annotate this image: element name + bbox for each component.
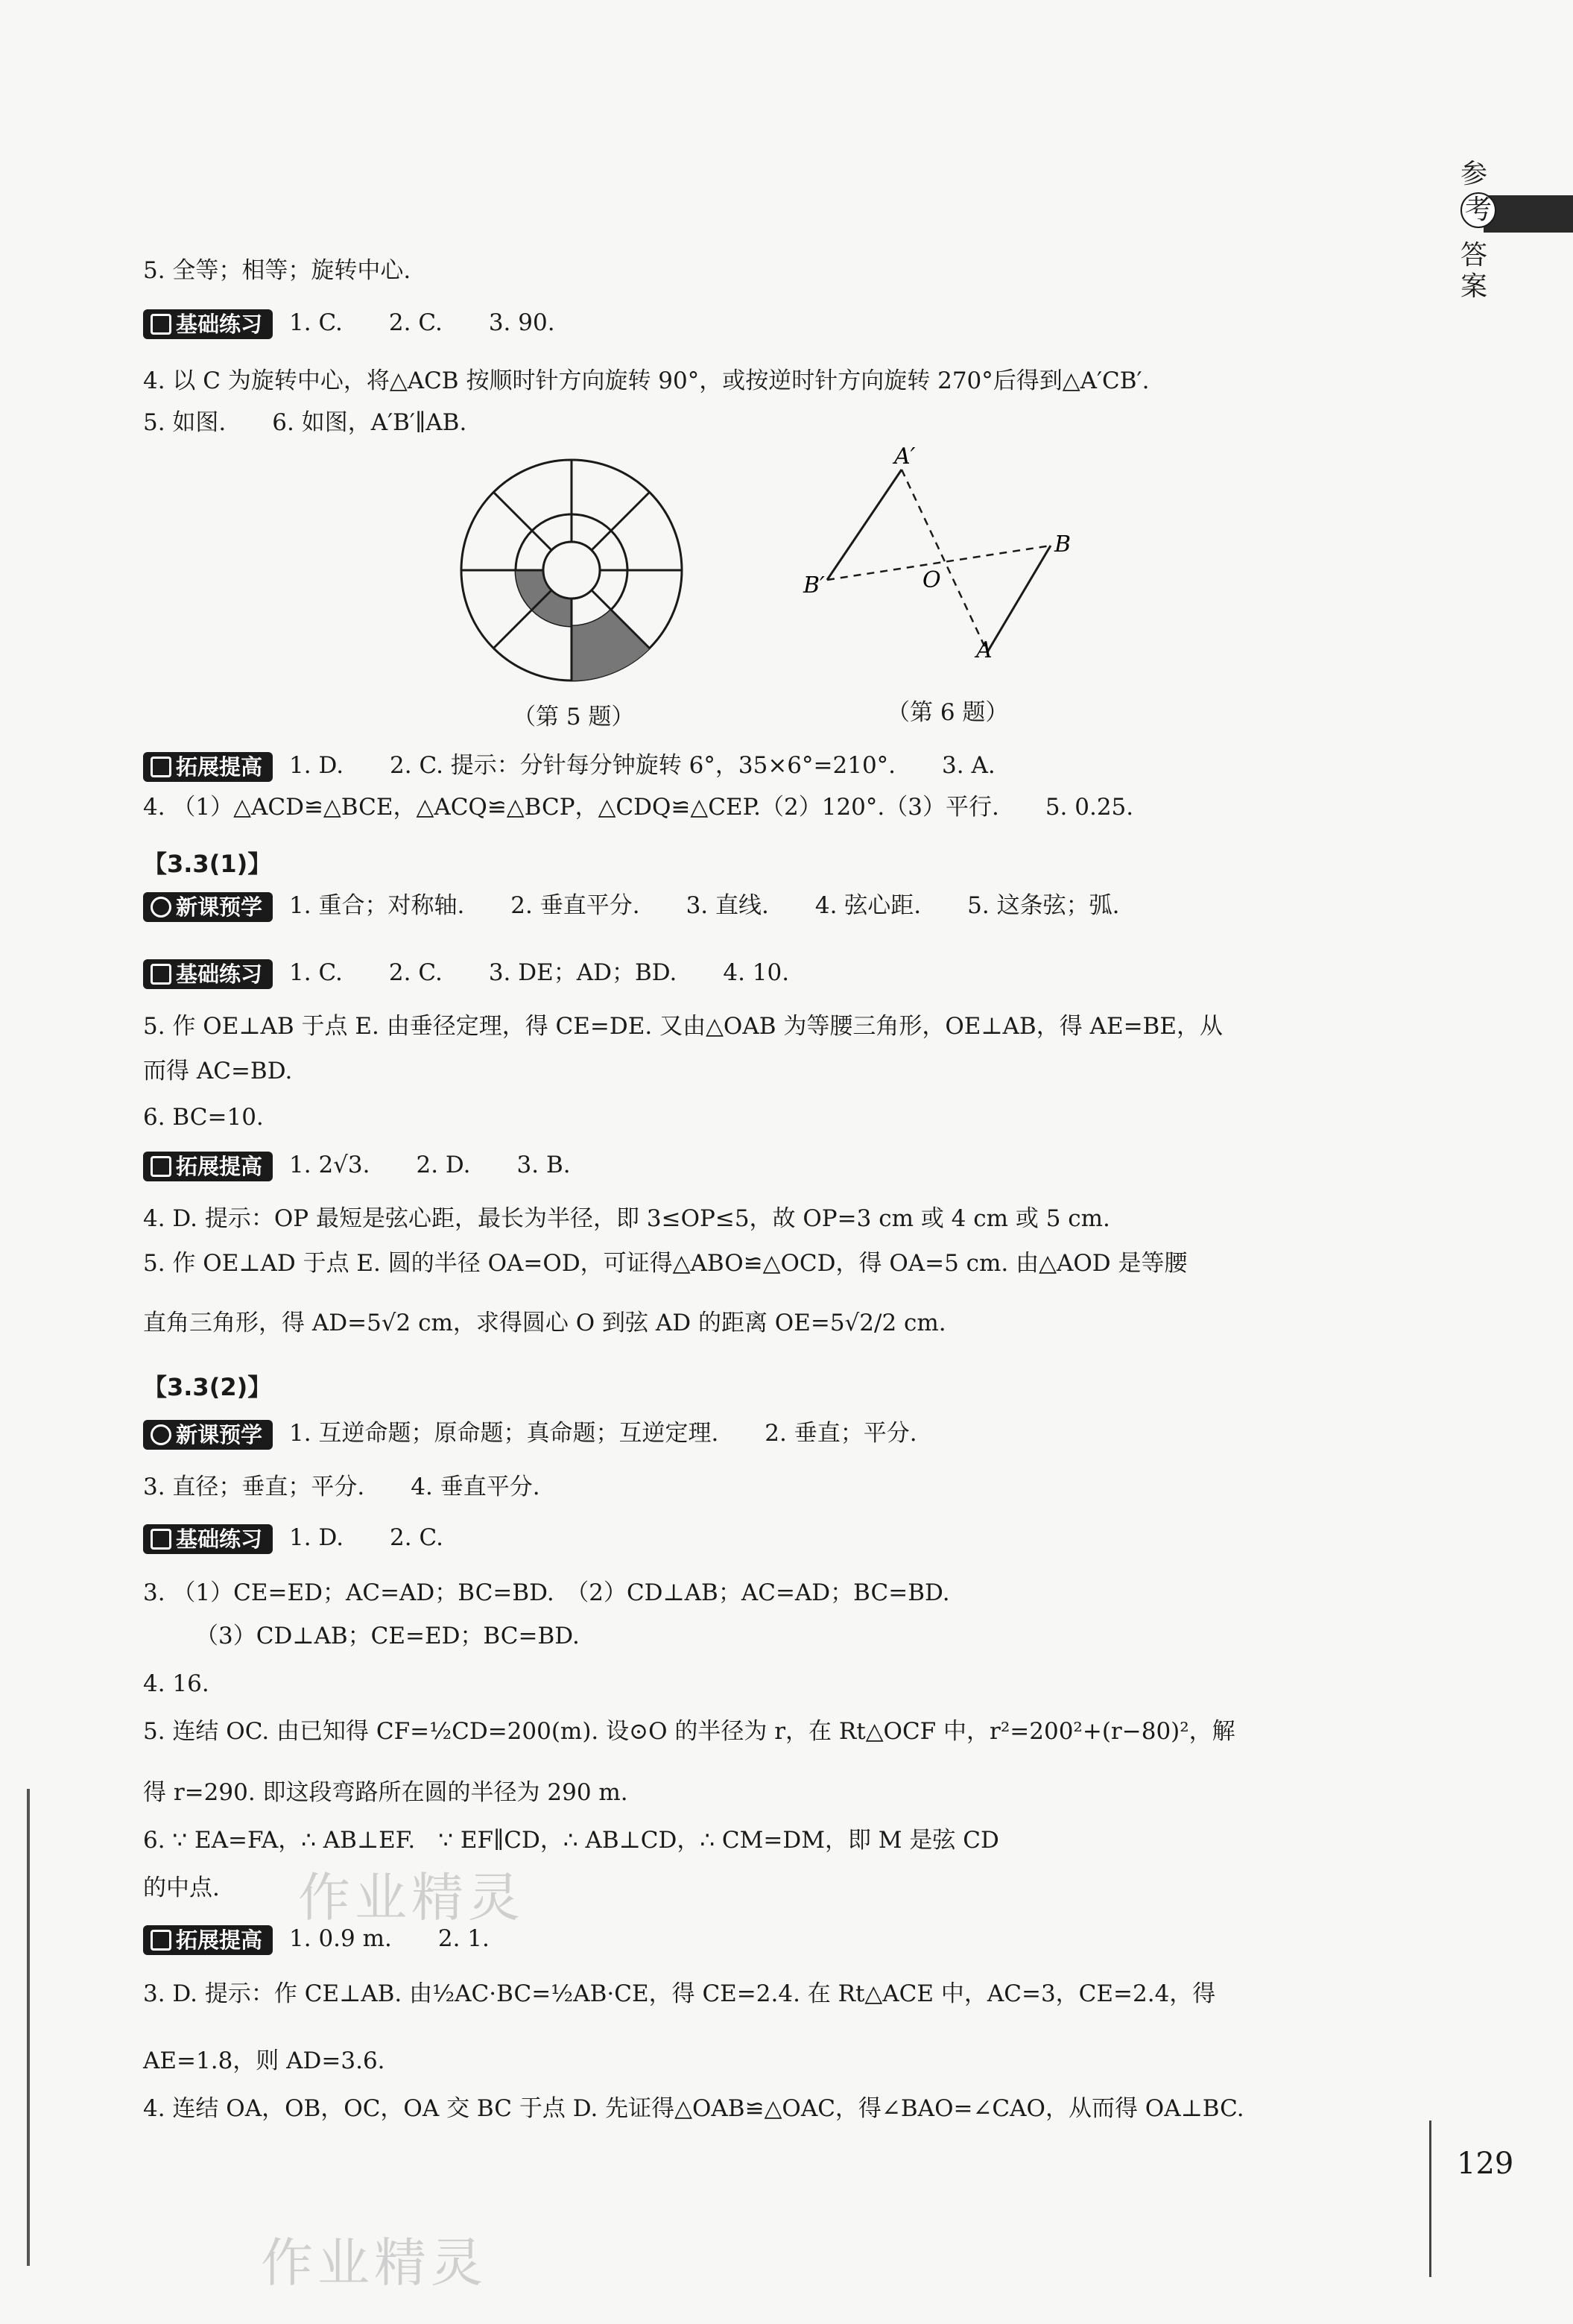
answer-line: 3. D. 提示：作 CE⊥AB. 由½AC·BC=½AB·CE，得 CE=2.4. 在 Rt△ACE 中，AC=3，CE=2.4，得 — [143, 1980, 1216, 2007]
book-icon — [151, 1930, 171, 1951]
answer-line: 4. （1）△ACD≌△BCE，△ACQ≌△BCP，△CDQ≌△CEP.（2）120°.（3）平行. 5. 0.25. — [143, 794, 1134, 821]
binding-edge — [27, 1789, 30, 2266]
answer-line: 直角三角形，得 AD=5√2 cm，求得圆心 O 到弦 AD 的距离 OE=5√2/2 cm. — [143, 1310, 946, 1336]
book-icon — [151, 1156, 171, 1177]
answer-line: 5. 全等；相等；旋转中心. — [143, 257, 411, 284]
book-icon — [151, 757, 171, 777]
answer-line: 5. 如图. 6. 如图，A′B′∥AB. — [143, 409, 467, 436]
side-char-4: 案 — [1460, 271, 1488, 302]
side-char-2: 考 — [1460, 192, 1496, 228]
answer-line: 新课预学 1. 互逆命题；原命题；真命题；互逆定理. 2. 垂直；平分. — [143, 1416, 917, 1450]
answer-line: AE=1.8，则 AD=3.6. — [143, 2047, 385, 2074]
book-icon — [151, 964, 171, 985]
answer-line: 4. D. 提示：OP 最短是弦心距，最长为半径，即 3≤OP≤5，故 OP=3 cm 或 4 cm 或 5 cm. — [143, 1205, 1110, 1232]
page-divider — [1429, 2121, 1431, 2277]
label-b: B — [1054, 531, 1072, 558]
preview-badge: 新课预学 — [143, 1420, 273, 1450]
clock-icon — [151, 1424, 171, 1445]
answer-line: 基础练习 1. D. 2. C. — [143, 1521, 443, 1555]
figure-5-caption: （第 5 题） — [513, 704, 635, 730]
answer-line: 6. BC=10. — [143, 1104, 264, 1131]
book-icon — [151, 314, 171, 335]
answer-line: 5. 连结 OC. 由已知得 CF=½CD=200(m). 设⊙O 的半径为 r，在 Rt△OCF 中，r²=200²+(r−80)²，解 — [143, 1718, 1235, 1745]
answer-line: 拓展提高 1. D. 2. C. 提示：分针每分钟旋转 6°，35×6°=210°. 3. A. — [143, 748, 996, 783]
label-a-prime: A′ — [894, 447, 916, 470]
section-heading: 【3.3(2)】 — [143, 1373, 272, 1401]
clock-icon — [151, 897, 171, 918]
answer-line: （3）CD⊥AB；CE=ED；BC=BD. — [195, 1623, 580, 1649]
answer-line: 5. 作 OE⊥AD 于点 E. 圆的半径 OA=OD，可证得△ABO≌△OCD，得 OA=5 cm. 由△AOD 是等腰 — [143, 1250, 1188, 1277]
answer-line: 新课预学 1. 重合；对称轴. 2. 垂直平分. 3. 直线. 4. 弦心距. 5. 这条弦；弧. — [143, 888, 1119, 923]
basic-practice-badge: 基础练习 — [143, 309, 273, 339]
extension-badge: 拓展提高 — [143, 1152, 273, 1181]
figure-5-wheel — [456, 455, 687, 686]
answer-line: 3. 直径；垂直；平分. 4. 垂直平分. — [143, 1474, 540, 1500]
answer-line: 拓展提高 1. 2√3. 2. D. 3. B. — [143, 1148, 571, 1182]
label-a: A — [976, 637, 993, 663]
watermark: 作业精灵 — [298, 1867, 525, 1928]
label-b-prime: B′ — [803, 572, 825, 599]
extension-badge: 拓展提高 — [143, 752, 273, 782]
answer-line: 得 r=290. 即这段弯路所在圆的半径为 290 m. — [143, 1779, 628, 1806]
answer-line: 3. （1）CE=ED；AC=AD；BC=BD. （2）CD⊥AB；AC=AD；BC=BD. — [143, 1579, 950, 1606]
answer-line: 基础练习 1. C. 2. C. 3. 90. — [143, 306, 555, 340]
answer-line: 5. 作 OE⊥AB 于点 E. 由垂径定理，得 CE=DE. 又由△OAB 为等腰三角形，OE⊥AB，得 AE=BE，从 — [143, 1013, 1223, 1040]
answer-line: 的中点. — [143, 1875, 220, 1901]
label-o: O — [922, 567, 941, 593]
side-char-3: 答 — [1460, 240, 1488, 271]
answer-line: 4. 连结 OA，OB，OC，OA 交 BC 于点 D. 先证得△OAB≌△OAC，得∠BAO=∠CAO，从而得 OA⊥BC. — [143, 2095, 1244, 2122]
answer-line: 基础练习 1. C. 2. C. 3. DE；AD；BD. 4. 10. — [143, 956, 789, 990]
book-icon — [151, 1529, 171, 1550]
figure-6-caption: （第 6 题） — [887, 699, 1009, 726]
side-char-1: 参 — [1460, 159, 1488, 189]
preview-badge: 新课预学 — [143, 892, 273, 922]
basic-practice-badge: 基础练习 — [143, 1524, 273, 1554]
figure-6-diagram — [790, 447, 1103, 671]
basic-practice-badge: 基础练习 — [143, 959, 273, 989]
chapter-tab — [1484, 195, 1573, 233]
extension-badge: 拓展提高 — [143, 1925, 273, 1955]
answer-line: 4. 16. — [143, 1670, 209, 1697]
answer-line: 而得 AC=BD. — [143, 1058, 293, 1084]
watermark: 作业精灵 — [261, 2232, 487, 2293]
section-heading: 【3.3(1)】 — [143, 850, 272, 878]
answer-line: 4. 以 C 为旋转中心，将△ACB 按顺时针方向旋转 90°，或按逆时针方向旋转 270°后得到△A′CB′. — [143, 367, 1150, 394]
page-number: 129 — [1457, 2147, 1514, 2181]
answer-line: 拓展提高 1. 0.9 m. 2. 1. — [143, 1922, 490, 1956]
answer-line: 6. ∵ EA=FA，∴ AB⊥EF. ∵ EF∥CD，∴ AB⊥CD，∴ CM=DM，即 M 是弦 CD — [143, 1827, 999, 1854]
